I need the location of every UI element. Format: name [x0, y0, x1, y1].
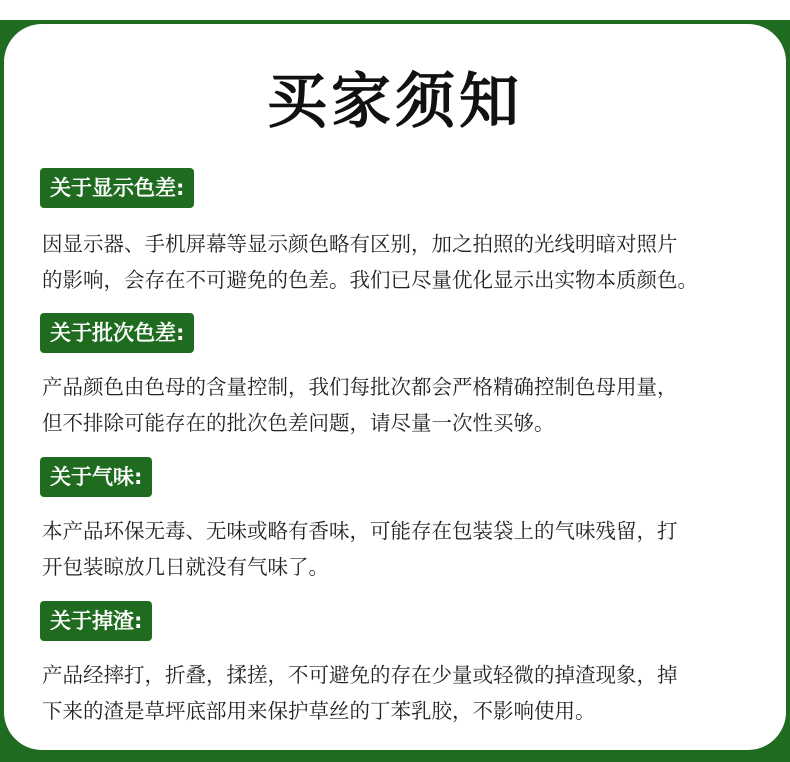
body-line: 因显示器、手机屏幕等显示颜色略有区别，加之拍照的光线明暗对照片 [42, 232, 678, 256]
section-label-shedding: 关于掉渣: [40, 601, 152, 641]
body-line: 但不排除可能存在的批次色差问题，请尽量一次性买够。 [42, 411, 555, 435]
section-label-display-color: 关于显示色差: [40, 168, 194, 208]
body-line: 产品颜色由色母的含量控制，我们每批次都会严格精确控制色母用量， [42, 375, 678, 399]
section-body-batch-color [42, 369, 772, 441]
section-body-odor [42, 513, 772, 585]
section-body-shedding [42, 657, 772, 729]
body-line: 的影响，会存在不可避免的色差。我们已尽量优化显示出实物本质颜色。 [42, 268, 698, 292]
body-line: 下来的渣是草坪底部用来保护草丝的丁苯乳胶，不影响使用。 [42, 699, 596, 723]
section-label-odor: 关于气味: [40, 457, 152, 497]
section-body-display-color [42, 226, 772, 298]
body-line: 产品经摔打，折叠，揉搓，不可避免的存在少量或轻微的掉渣现象，掉 [42, 663, 678, 687]
body-line: 本产品环保无毒、无味或略有香味，可能存在包装袋上的气味残留，打 [42, 519, 678, 543]
body-line: 开包装晾放几日就没有气味了。 [42, 555, 329, 579]
section-label-batch-color: 关于批次色差: [40, 313, 194, 353]
page-title: 买家须知 [267, 67, 523, 137]
